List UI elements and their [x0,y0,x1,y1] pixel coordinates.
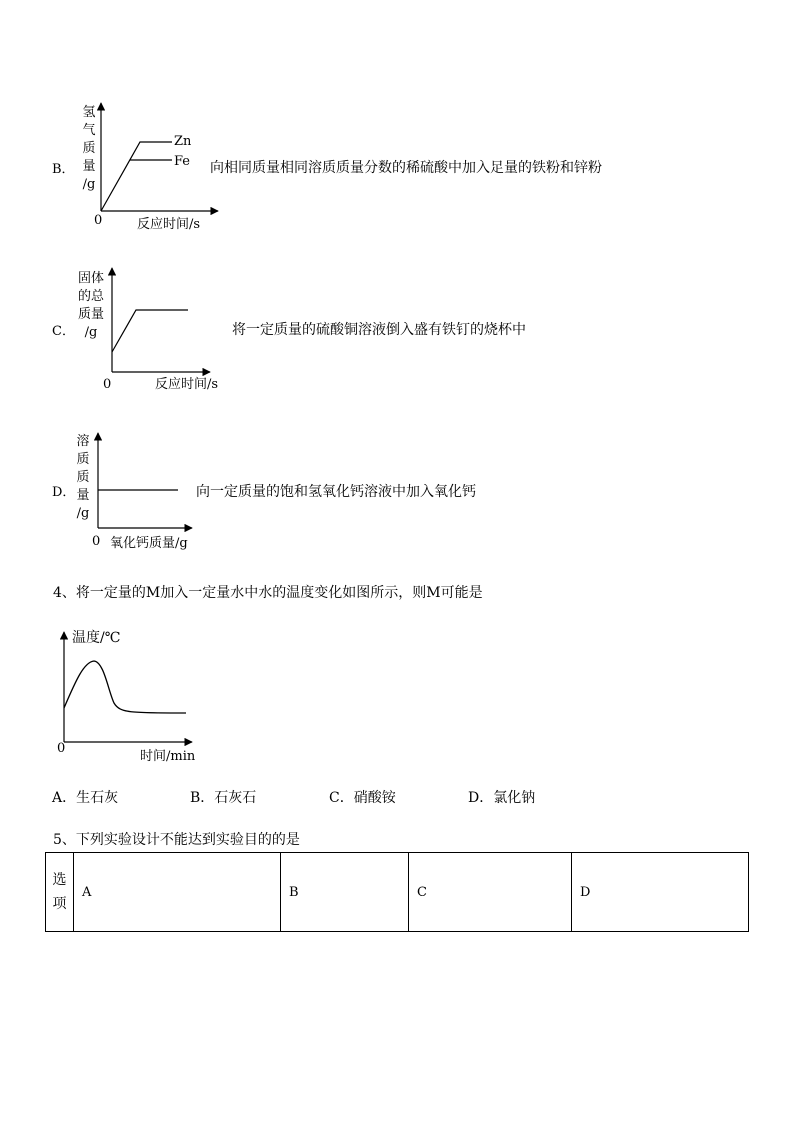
option-c-xlabel: 反应时间/s [155,377,219,392]
option-d-letter: D． [52,485,76,500]
option-d-ylabel: 溶 质 质 量 /g [76,434,90,521]
q4-stem: 4、将一定量的M加入一定量水中水的温度变化如图所示，则M可能是 [53,585,483,601]
option-c-text: 将一定质量的硫酸铜溶液倒入盛有铁钉的烧杯中 [232,322,526,338]
q4-option-c: C．硝酸铵 [329,790,396,806]
q4-temperature-curve [64,661,186,713]
option-b-zn-label: Zn [174,134,192,149]
option-c-origin: 0 [103,377,112,392]
option-d-origin: 0 [92,534,101,549]
option-b-letter: B． [52,162,75,177]
q5-header-cell: 选 项 [46,853,74,932]
option-d-xlabel: 氧化钙质量/g [110,536,188,551]
option-c-ylabel: 固体 的总 质量 /g [77,271,104,340]
q4-option-b: B．石灰石 [190,790,257,806]
q5-col-c: C [409,853,572,932]
option-b-ylabel: 氢 气 质 量 /g [82,105,96,192]
table-row [46,853,749,932]
q4-xlabel: 时间/min [140,749,196,764]
q4-ylabel: 温度/℃ [72,630,121,646]
option-d-text: 向一定质量的饱和氢氧化钙溶液中加入氧化钙 [196,484,476,500]
q4-origin: 0 [57,741,66,756]
option-b-xlabel: 反应时间/s [137,217,201,232]
option-c-letter: C． [52,324,75,339]
q5-options-table [45,852,749,932]
q5-col-d: D [572,853,749,932]
q5-col-a: A [74,853,281,932]
q4-option-a: A．生石灰 [52,790,119,806]
option-b-origin: 0 [94,213,103,228]
q4-option-d: D．氯化钠 [468,790,536,806]
option-b-fe-label: Fe [174,154,191,169]
q5-col-b: B [281,853,409,932]
q5-stem: 5、下列实验设计不能达到实验目的的是 [53,832,300,848]
option-b-text: 向相同质量相同溶质质量分数的稀硫酸中加入足量的铁粉和锌粉 [210,160,602,176]
